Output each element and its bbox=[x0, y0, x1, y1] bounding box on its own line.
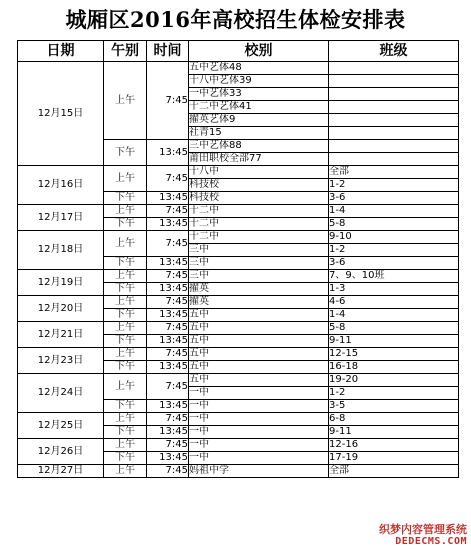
school-cell: 一中艺体33 bbox=[189, 88, 329, 101]
period-cell: 上午 bbox=[104, 166, 147, 192]
table-row bbox=[18, 205, 459, 218]
date-cell: 12月16日 bbox=[18, 166, 104, 205]
class-cell: 1-3 bbox=[329, 283, 459, 296]
class-cell bbox=[329, 88, 459, 101]
class-cell: 5-8 bbox=[329, 218, 459, 231]
school-cell: 五中 bbox=[189, 361, 329, 374]
period-cell: 上午 bbox=[104, 296, 147, 309]
school-cell: 三中艺体88 bbox=[189, 140, 329, 153]
time-cell: 13:45 bbox=[147, 192, 189, 205]
class-cell: 3-6 bbox=[329, 257, 459, 270]
time-cell: 13:45 bbox=[147, 218, 189, 231]
period-cell: 下午 bbox=[104, 257, 147, 270]
header-class: 班级 bbox=[329, 41, 459, 62]
school-cell: 三中 bbox=[189, 244, 329, 257]
time-cell: 13:45 bbox=[147, 452, 189, 465]
period-cell: 下午 bbox=[104, 361, 147, 374]
header-date: 日期 bbox=[18, 41, 104, 62]
class-cell: 17-19 bbox=[329, 452, 459, 465]
class-cell: 19-20 bbox=[329, 374, 459, 387]
watermark-logo bbox=[359, 523, 467, 551]
period-cell: 上午 bbox=[104, 439, 147, 452]
time-cell: 7:45 bbox=[147, 439, 189, 452]
date-cell: 12月15日 bbox=[18, 62, 104, 166]
period-cell: 下午 bbox=[104, 400, 147, 413]
school-cell: 一中 bbox=[189, 426, 329, 439]
time-cell: 7:45 bbox=[147, 374, 189, 400]
time-cell: 7:45 bbox=[147, 231, 189, 257]
school-cell: 三中 bbox=[189, 257, 329, 270]
school-cell: 十二中 bbox=[189, 231, 329, 244]
period-cell: 下午 bbox=[104, 452, 147, 465]
class-cell: 全部 bbox=[329, 166, 459, 179]
school-cell: 十八中艺体39 bbox=[189, 75, 329, 88]
period-cell: 下午 bbox=[104, 309, 147, 322]
table-row bbox=[18, 270, 459, 283]
period-cell: 上午 bbox=[104, 374, 147, 400]
time-cell: 13:45 bbox=[147, 140, 189, 166]
class-cell: 5-8 bbox=[329, 322, 459, 335]
table-row bbox=[18, 322, 459, 335]
date-cell: 12月20日 bbox=[18, 296, 104, 322]
table-row bbox=[18, 166, 459, 179]
schedule-body bbox=[18, 62, 459, 478]
school-cell: 十二中 bbox=[189, 218, 329, 231]
time-cell: 7:45 bbox=[147, 166, 189, 192]
time-cell: 13:45 bbox=[147, 361, 189, 374]
school-cell: 科技校 bbox=[189, 192, 329, 205]
date-cell: 12月18日 bbox=[18, 231, 104, 270]
class-cell: 3-5 bbox=[329, 400, 459, 413]
period-cell: 上午 bbox=[104, 413, 147, 426]
school-cell: 五中艺体48 bbox=[189, 62, 329, 75]
class-cell: 1-2 bbox=[329, 244, 459, 257]
period-cell: 上午 bbox=[104, 465, 147, 478]
schedule-table bbox=[17, 40, 459, 478]
time-cell: 7:45 bbox=[147, 465, 189, 478]
class-cell bbox=[329, 153, 459, 166]
time-cell: 13:45 bbox=[147, 283, 189, 296]
watermark-text-en: DEDECMS.COM bbox=[395, 536, 467, 547]
watermark-text-cn: 织梦内容管理系统 bbox=[379, 523, 467, 536]
date-cell: 12月21日 bbox=[18, 322, 104, 348]
time-cell: 13:45 bbox=[147, 335, 189, 348]
school-cell: 一中 bbox=[189, 452, 329, 465]
class-cell: 7、9、10班 bbox=[329, 270, 459, 283]
class-cell: 9-11 bbox=[329, 335, 459, 348]
period-cell: 下午 bbox=[104, 140, 147, 166]
class-cell: 9-10 bbox=[329, 231, 459, 244]
school-cell: 一中 bbox=[189, 400, 329, 413]
class-cell bbox=[329, 140, 459, 153]
school-cell: 莆田职校全部77 bbox=[189, 153, 329, 166]
class-cell bbox=[329, 114, 459, 127]
period-cell: 上午 bbox=[104, 231, 147, 257]
class-cell: 16-18 bbox=[329, 361, 459, 374]
table-header-row bbox=[18, 41, 459, 62]
date-cell: 12月25日 bbox=[18, 413, 104, 439]
table-row bbox=[18, 374, 459, 387]
table-row bbox=[18, 62, 459, 75]
class-cell bbox=[329, 75, 459, 88]
school-cell: 五中 bbox=[189, 374, 329, 387]
date-cell: 12月24日 bbox=[18, 374, 104, 413]
period-cell: 下午 bbox=[104, 426, 147, 439]
school-cell: 三中 bbox=[189, 270, 329, 283]
table-row bbox=[18, 413, 459, 426]
school-cell: 科技校 bbox=[189, 179, 329, 192]
school-cell: 一中 bbox=[189, 413, 329, 426]
time-cell: 13:45 bbox=[147, 257, 189, 270]
school-cell: 十八中 bbox=[189, 166, 329, 179]
time-cell: 7:45 bbox=[147, 270, 189, 283]
school-cell: 妈祖中学 bbox=[189, 465, 329, 478]
class-cell: 1-2 bbox=[329, 387, 459, 400]
time-cell: 13:45 bbox=[147, 426, 189, 439]
school-cell: 十二中艺体41 bbox=[189, 101, 329, 114]
time-cell: 7:45 bbox=[147, 62, 189, 140]
school-cell: 一中 bbox=[189, 439, 329, 452]
table-row bbox=[18, 439, 459, 452]
period-cell: 上午 bbox=[104, 205, 147, 218]
class-cell bbox=[329, 101, 459, 114]
date-cell: 12月23日 bbox=[18, 348, 104, 374]
date-cell: 12月26日 bbox=[18, 439, 104, 465]
school-cell: 擢英 bbox=[189, 283, 329, 296]
class-cell bbox=[329, 127, 459, 140]
school-cell: 十二中 bbox=[189, 205, 329, 218]
time-cell: 7:45 bbox=[147, 322, 189, 335]
class-cell: 1-4 bbox=[329, 309, 459, 322]
date-cell: 12月17日 bbox=[18, 205, 104, 231]
period-cell: 上午 bbox=[104, 348, 147, 361]
period-cell: 下午 bbox=[104, 283, 147, 296]
school-cell: 五中 bbox=[189, 309, 329, 322]
time-cell: 7:45 bbox=[147, 413, 189, 426]
class-cell: 1-4 bbox=[329, 205, 459, 218]
date-cell: 12月27日 bbox=[18, 465, 104, 478]
header-time: 时间 bbox=[147, 41, 189, 62]
time-cell: 7:45 bbox=[147, 205, 189, 218]
date-cell: 12月19日 bbox=[18, 270, 104, 296]
school-cell: 五中 bbox=[189, 335, 329, 348]
school-cell: 五中 bbox=[189, 348, 329, 361]
table-row bbox=[18, 465, 459, 478]
table-row bbox=[18, 296, 459, 309]
table-row bbox=[18, 348, 459, 361]
header-period: 午别 bbox=[104, 41, 147, 62]
class-cell: 全部 bbox=[329, 465, 459, 478]
time-cell: 7:45 bbox=[147, 296, 189, 309]
school-cell: 擢英艺体9 bbox=[189, 114, 329, 127]
school-cell: 五中 bbox=[189, 322, 329, 335]
school-cell: 擢英 bbox=[189, 296, 329, 309]
time-cell: 13:45 bbox=[147, 400, 189, 413]
period-cell: 上午 bbox=[104, 62, 147, 140]
time-cell: 7:45 bbox=[147, 348, 189, 361]
period-cell: 上午 bbox=[104, 270, 147, 283]
class-cell: 12-15 bbox=[329, 348, 459, 361]
page-title: 城厢区2016年高校招生体检安排表 bbox=[65, 7, 406, 32]
class-cell: 1-2 bbox=[329, 179, 459, 192]
class-cell bbox=[329, 62, 459, 75]
header-school: 校别 bbox=[189, 41, 329, 62]
period-cell: 下午 bbox=[104, 335, 147, 348]
class-cell: 6-8 bbox=[329, 413, 459, 426]
school-cell: 社青15 bbox=[189, 127, 329, 140]
period-cell: 下午 bbox=[104, 218, 147, 231]
class-cell: 3-6 bbox=[329, 192, 459, 205]
class-cell: 12-16 bbox=[329, 439, 459, 452]
period-cell: 下午 bbox=[104, 192, 147, 205]
school-cell: 一中 bbox=[189, 387, 329, 400]
period-cell: 上午 bbox=[104, 322, 147, 335]
time-cell: 13:45 bbox=[147, 309, 189, 322]
class-cell: 4-6 bbox=[329, 296, 459, 309]
table-row bbox=[18, 231, 459, 244]
class-cell: 9-11 bbox=[329, 426, 459, 439]
